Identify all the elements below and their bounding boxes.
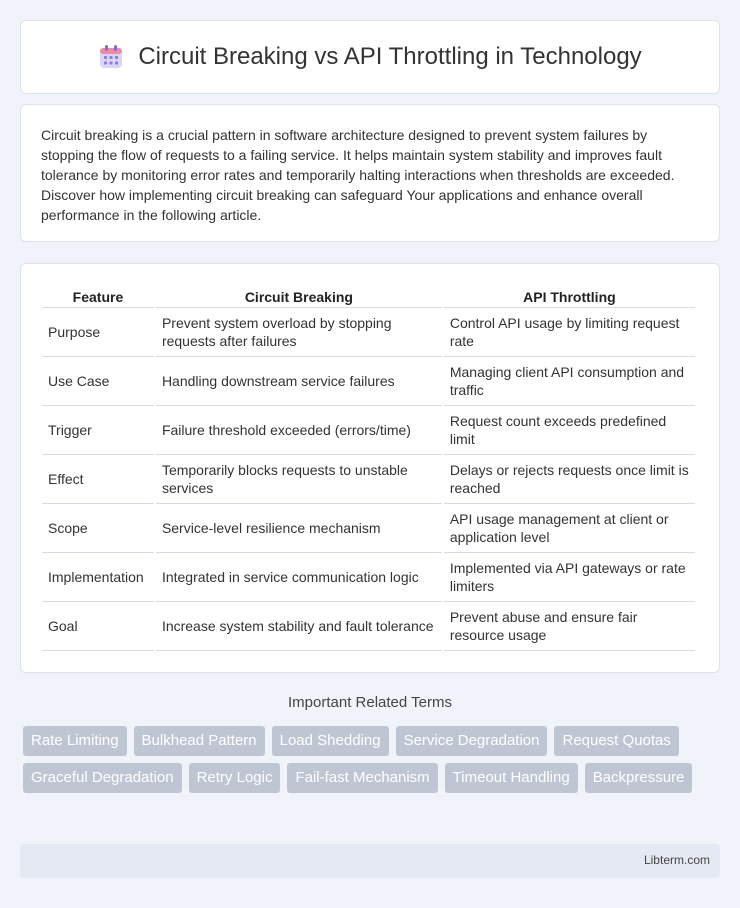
related-term-tag[interactable]: Fail-fast Mechanism xyxy=(287,763,437,793)
page-title: Circuit Breaking vs API Throttling in Technology xyxy=(138,43,642,70)
intro-text: Circuit breaking is a crucial pattern in software architecture designed to prevent system failures by stopping the flow of requests to a failing service. It helps maintain system stability and improves fault tolerance by monitoring error rates and temporarily halting interactions when thresholds are exceeded. Discover how implementing circuit breaking can safeguard Your applications and enhance overall performance in the following article. xyxy=(41,127,675,223)
footer-brand-link[interactable]: Libterm.com xyxy=(643,853,710,867)
circuit-breaking-cell: Prevent system overload by stopping requests after failures xyxy=(156,308,442,357)
feature-cell: Goal xyxy=(42,602,154,651)
related-term-tag[interactable]: Bulkhead Pattern xyxy=(134,726,265,756)
header-feature: Feature xyxy=(42,284,154,308)
circuit-breaking-cell: Temporarily blocks requests to unstable services xyxy=(156,455,442,504)
table-row xyxy=(42,308,695,357)
circuit-breaking-cell: Service-level resilience mechanism xyxy=(156,504,442,553)
table-row xyxy=(42,553,695,602)
related-term-tag[interactable]: Retry Logic xyxy=(189,763,281,793)
table-row xyxy=(42,455,695,504)
footer xyxy=(20,844,720,878)
api-throttling-cell: Delays or rejects requests once limit is reached xyxy=(444,455,695,504)
table-header-row xyxy=(42,284,695,308)
api-throttling-cell: Implemented via API gateways or rate limiters xyxy=(444,553,695,602)
related-term-tag[interactable]: Service Degradation xyxy=(396,726,548,756)
related-term-tag[interactable]: Rate Limiting xyxy=(23,726,127,756)
feature-cell: Effect xyxy=(42,455,154,504)
table-row xyxy=(42,406,695,455)
api-throttling-cell: Request count exceeds predefined limit xyxy=(444,406,695,455)
table-row xyxy=(42,504,695,553)
comparison-table xyxy=(40,284,697,651)
related-terms-list xyxy=(23,726,723,800)
title-card xyxy=(20,20,720,94)
api-throttling-cell: Control API usage by limiting request rate xyxy=(444,308,695,357)
api-throttling-cell: API usage management at client or application level xyxy=(444,504,695,553)
feature-cell: Implementation xyxy=(42,553,154,602)
calendar-icon xyxy=(98,44,124,70)
header-circuit-breaking: Circuit Breaking xyxy=(156,284,442,308)
comparison-table-card xyxy=(20,263,720,673)
feature-cell: Purpose xyxy=(42,308,154,357)
related-term-tag[interactable]: Backpressure xyxy=(585,763,693,793)
related-term-tag[interactable]: Request Quotas xyxy=(554,726,678,756)
related-terms-title: Important Related Terms xyxy=(288,694,452,711)
circuit-breaking-cell: Increase system stability and fault tolerance xyxy=(156,602,442,651)
feature-cell: Trigger xyxy=(42,406,154,455)
header-api-throttling: API Throttling xyxy=(444,284,695,308)
circuit-breaking-cell: Failure threshold exceeded (errors/time) xyxy=(156,406,442,455)
feature-cell: Use Case xyxy=(42,357,154,406)
intro-card xyxy=(20,104,720,242)
circuit-breaking-cell: Integrated in service communication logic xyxy=(156,553,442,602)
api-throttling-cell: Prevent abuse and ensure fair resource usage xyxy=(444,602,695,651)
table-row xyxy=(42,357,695,406)
related-term-tag[interactable]: Load Shedding xyxy=(272,726,389,756)
feature-cell: Scope xyxy=(42,504,154,553)
related-term-tag[interactable]: Graceful Degradation xyxy=(23,763,182,793)
table-row xyxy=(42,602,695,651)
related-term-tag[interactable]: Timeout Handling xyxy=(445,763,578,793)
api-throttling-cell: Managing client API consumption and traffic xyxy=(444,357,695,406)
circuit-breaking-cell: Handling downstream service failures xyxy=(156,357,442,406)
